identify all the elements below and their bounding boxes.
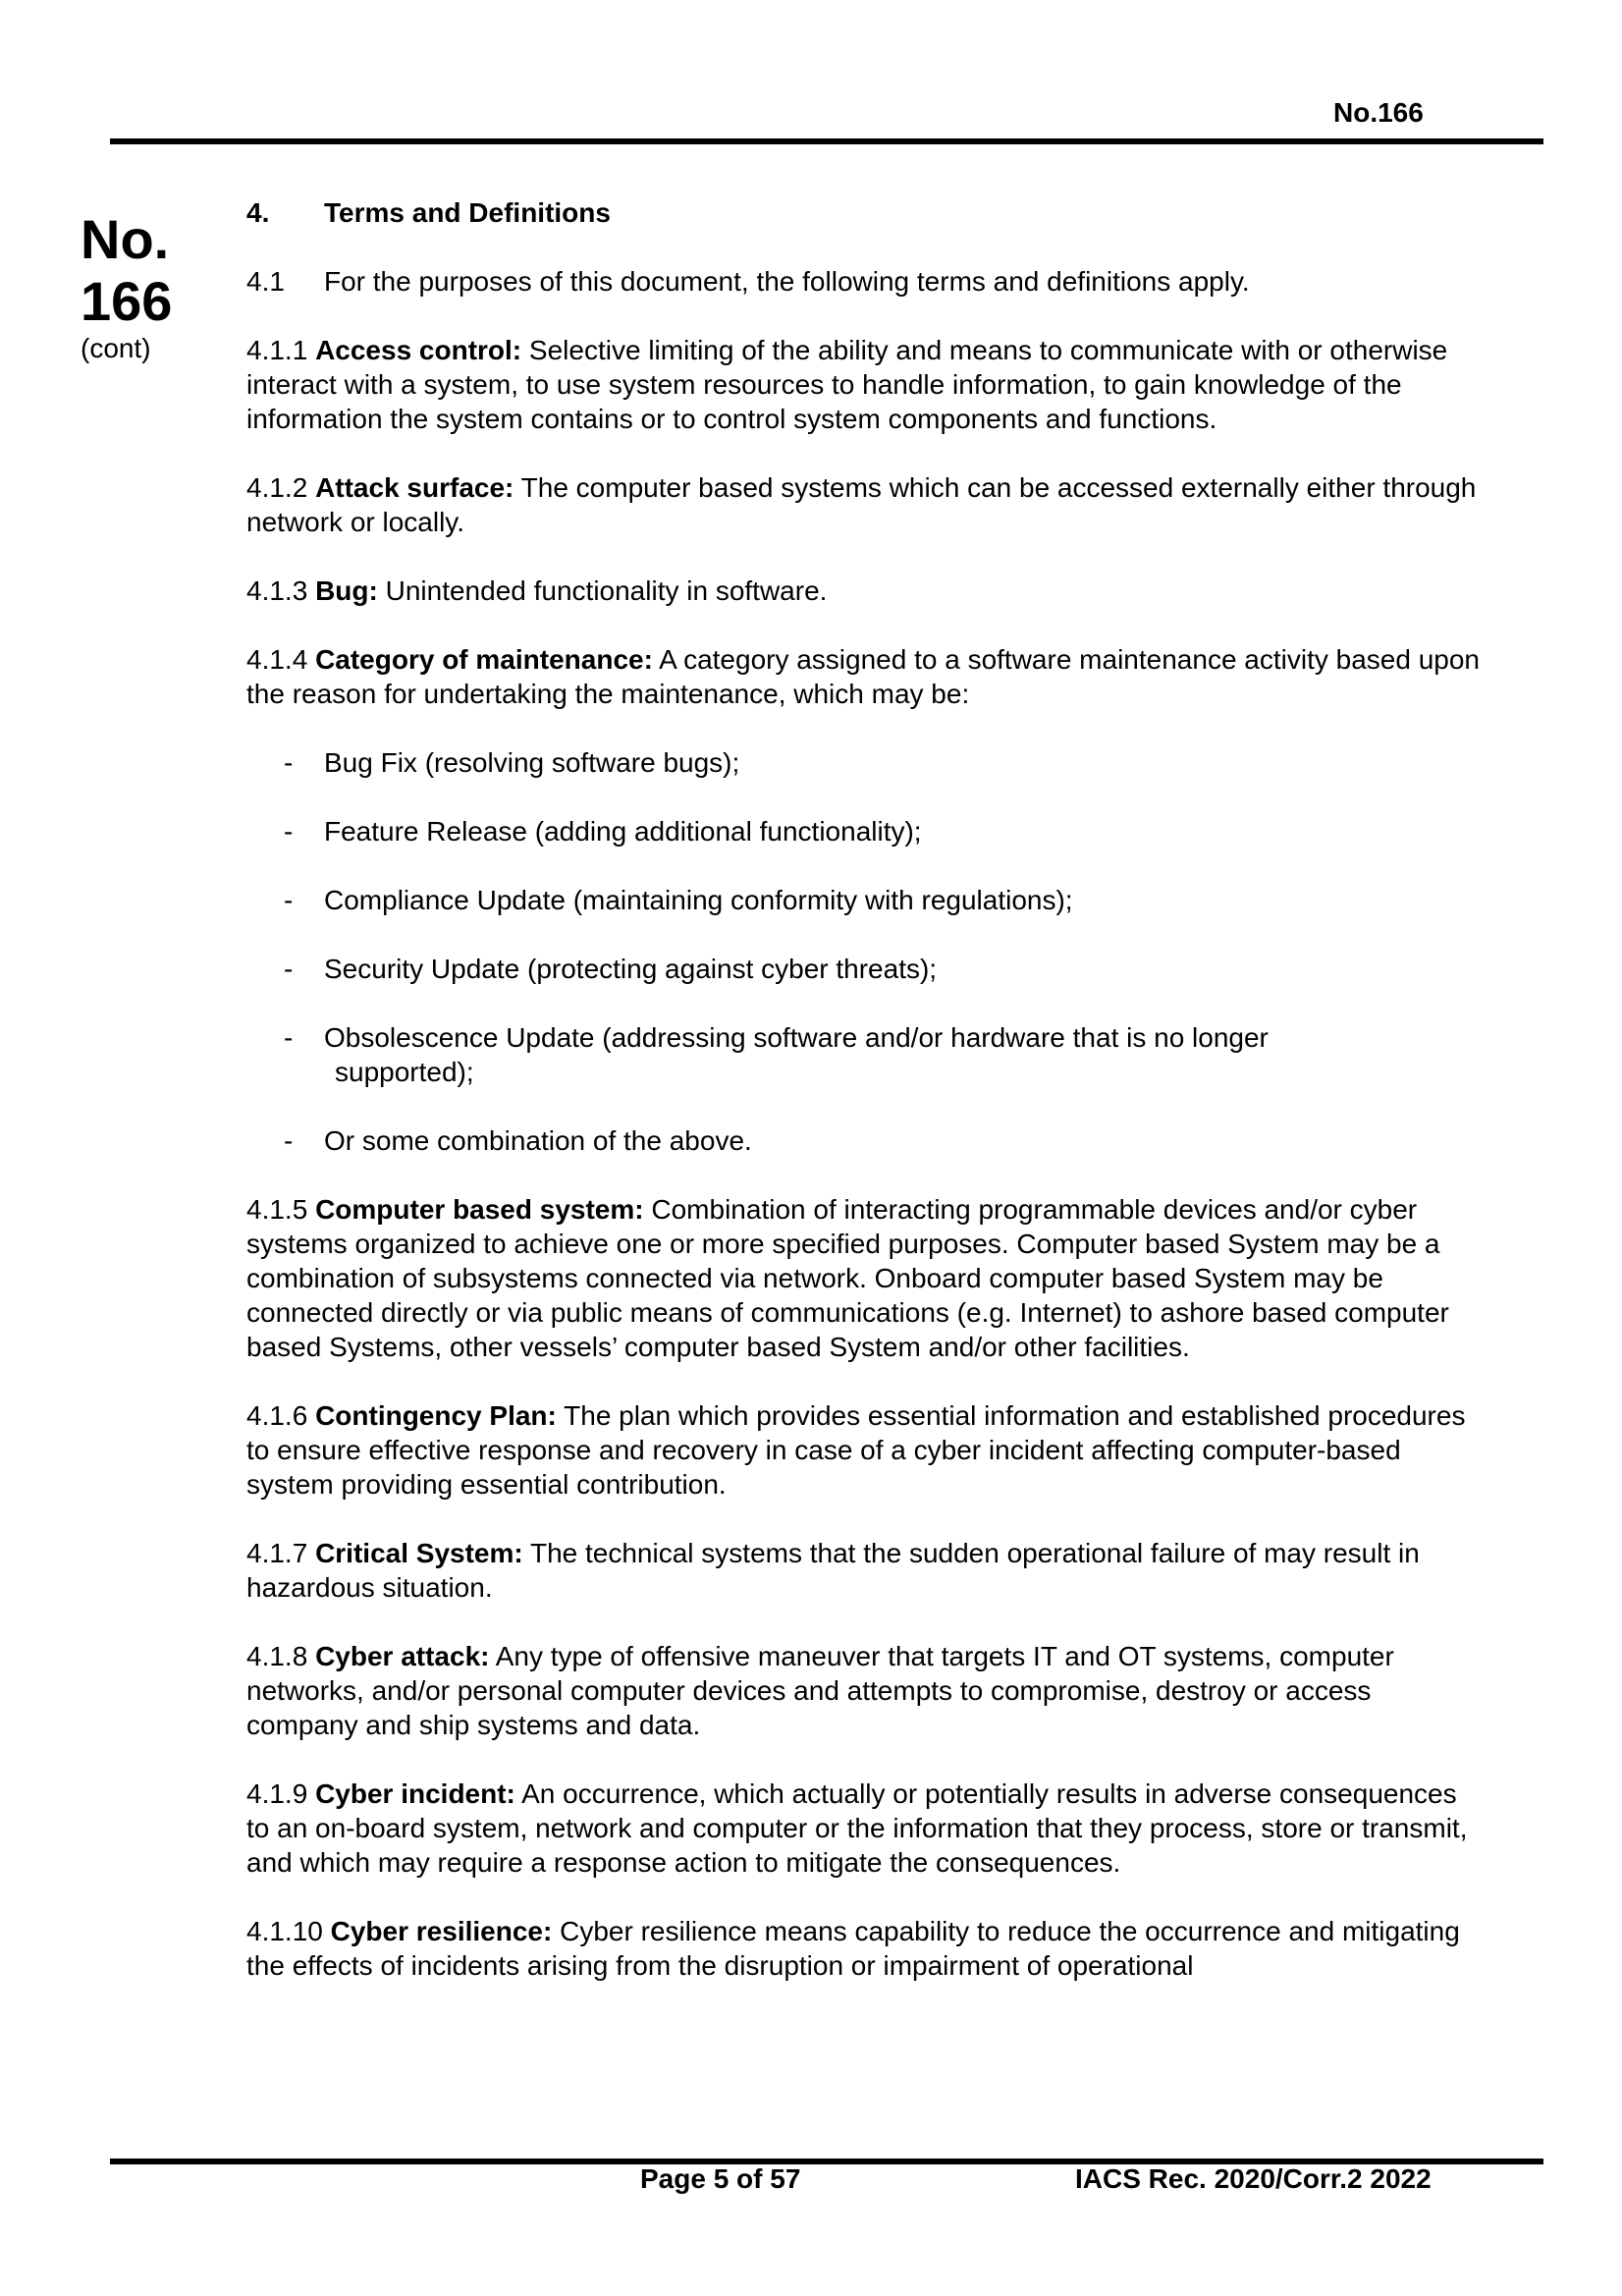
definition-term: Attack surface: — [315, 472, 514, 503]
definition-term: Category of maintenance: — [315, 644, 653, 675]
definition-text: The technical systems that the sudden operational failure of may result in hazardous situation. — [246, 1538, 1420, 1603]
list-dash: - — [284, 816, 294, 847]
definition-item — [246, 574, 1484, 608]
definition-term: Contingency Plan: — [315, 1400, 557, 1431]
definition-item — [246, 1914, 1484, 1983]
list-dash: - — [284, 885, 294, 915]
definition-text: Any type of offensive maneuver that targets IT and OT systems, computer networks, and/or personal computer devices and attempts to compromise, destroy or access company and ship systems and data. — [246, 1641, 1394, 1740]
definition-number: 4.1.2 — [246, 472, 308, 503]
footer-reference: IACS Rec. 2020/Corr.2 2022 — [1075, 2163, 1432, 2194]
header-doc-number: No.166 — [1333, 97, 1424, 128]
section-number: 4. — [246, 197, 270, 228]
list-item — [246, 1020, 1484, 1089]
definition-item — [246, 470, 1484, 539]
list-dash: - — [284, 1125, 294, 1156]
definition-term: Computer based system: — [315, 1194, 644, 1225]
document-body — [246, 195, 1484, 1983]
definition-number: 4.1.4 — [246, 644, 308, 675]
list-item-text: Security Update (protecting against cyber threats); — [324, 954, 938, 984]
definition-text: The computer based systems which can be accessed externally either through network or locally. — [246, 472, 1477, 537]
footer-page-number: Page 5 of 57 — [640, 2163, 801, 2194]
header-rule — [110, 138, 1543, 144]
list-dash: - — [284, 747, 294, 778]
list-dash: - — [284, 954, 294, 984]
definition-item — [246, 1536, 1484, 1605]
list-item-text: Feature Release (adding additional functionality); — [324, 816, 922, 847]
definition-number: 4.1.10 — [246, 1916, 323, 1946]
definition-term: Cyber incident: — [315, 1778, 515, 1809]
definition-text: The plan which provides essential information and established procedures to ensure effective response and recovery in case of a cyber incident affecting computer-based system providing essential contribution. — [246, 1400, 1466, 1500]
definition-term: Bug: — [315, 575, 378, 606]
definition-term: Cyber resilience: — [330, 1916, 553, 1946]
section-title: Terms and Definitions — [324, 197, 611, 228]
definition-term: Critical System: — [315, 1538, 523, 1568]
section-heading — [246, 195, 1484, 230]
definition-text: An occurrence, which actually or potentially results in adverse consequences to an on-board system, network and computer or the information that they process, store or transmit, and which may require a response action to mitigate the consequences. — [246, 1778, 1468, 1878]
definition-number: 4.1.3 — [246, 575, 308, 606]
list-item-text: Obsolescence Update (addressing software and/or hardware that is no longer — [324, 1022, 1269, 1053]
list-item — [246, 883, 1484, 917]
maintenance-category-list — [246, 745, 1484, 1158]
sidebar-cont-note: (cont) — [81, 333, 151, 363]
definition-number: 4.1.8 — [246, 1641, 308, 1671]
definition-number: 4.1.6 — [246, 1400, 308, 1431]
sidebar-doc-number — [81, 208, 189, 364]
list-item-text-continued: supported); — [335, 1057, 474, 1087]
list-item — [246, 745, 1484, 780]
section-intro — [246, 264, 1484, 299]
definition-item — [246, 642, 1484, 711]
definition-item — [246, 1192, 1484, 1364]
intro-text: For the purposes of this document, the following terms and definitions apply. — [324, 266, 1250, 297]
definition-number: 4.1.1 — [246, 335, 308, 365]
definition-text: Unintended functionality in software. — [385, 575, 828, 606]
definition-text: Cyber resilience means capability to reduce the occurrence and mitigating the effects of incidents arising from the disruption or impairment of operational — [246, 1916, 1460, 1981]
intro-number: 4.1 — [246, 266, 285, 297]
definition-text: Combination of interacting programmable devices and/or cyber systems organized to achieve one or more specified purposes. Computer based System may be a combination of subsystems connected via network. Onboard computer based System may be connected directly or via public means of communications (e.g. Internet) to ashore based computer based Systems, other vessels’ computer based System and/or other facilities. — [246, 1194, 1449, 1362]
definition-item — [246, 333, 1484, 436]
definition-number: 4.1.9 — [246, 1778, 308, 1809]
list-dash: - — [284, 1022, 294, 1053]
definition-term: Access control: — [315, 335, 522, 365]
definition-number: 4.1.7 — [246, 1538, 308, 1568]
definition-term: Cyber attack: — [315, 1641, 490, 1671]
definition-item — [246, 1639, 1484, 1742]
definition-text: Selective limiting of the ability and means to communicate with or otherwise interact with a system, to use system resources to handle information, to gain knowledge of the information the system contains or to control system components and functions. — [246, 335, 1448, 434]
list-item — [246, 814, 1484, 848]
list-item-text: Bug Fix (resolving software bugs); — [324, 747, 740, 778]
definition-number: 4.1.5 — [246, 1194, 308, 1225]
list-item — [246, 1123, 1484, 1158]
definition-text: A category assigned to a software maintenance activity based upon the reason for undertaking the maintenance, which may be: — [246, 644, 1480, 709]
definition-item — [246, 1398, 1484, 1502]
definition-item — [246, 1777, 1484, 1880]
list-item-text: Or some combination of the above. — [324, 1125, 752, 1156]
sidebar-number-line2: 166 — [81, 270, 173, 332]
list-item-text: Compliance Update (maintaining conformity with regulations); — [324, 885, 1073, 915]
sidebar-number-line1: No. — [81, 208, 170, 270]
list-item — [246, 952, 1484, 986]
